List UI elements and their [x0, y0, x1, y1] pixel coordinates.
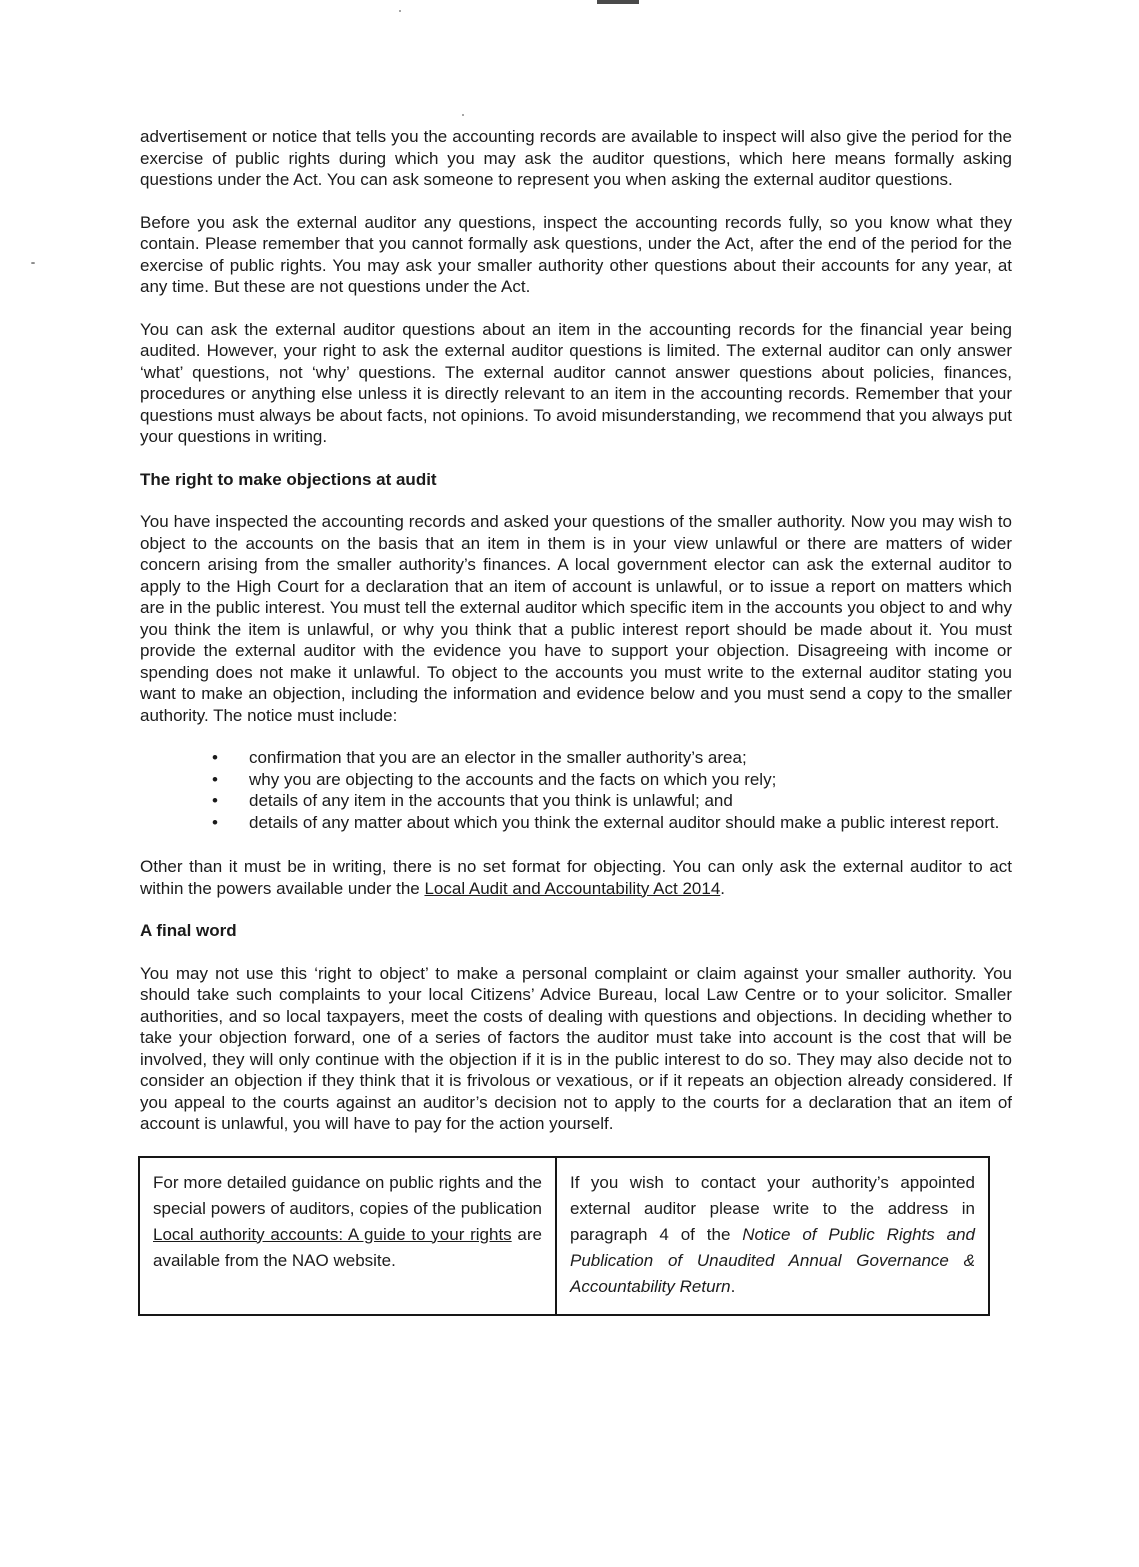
paragraph-objections-detail: You have inspected the accounting records and asked your questions of the smaller authority. Now you may wish to object to the accounts on the basis that an item in them is in your view unlawful or there are matters of wider concern arising from the smaller authority’s finances. A local government elector can ask the external auditor to apply to the High Court for a declaration that an item of account is unlawful, or to issue a report on matters which are in the public interest. You must tell the external auditor which specific item in the accounts you object to and why you think the item is unlawful, or why you think that a public interest report should be made about it. You must provide the external auditor with the evidence you have to support your objection. Disagreeing with income or spending does not make it unlawful. To object to the accounts you must write to the external auditor stating you want to make an objection, including the information and evidence below and you must send a copy to the smaller authority. The notice must include: [140, 512, 1012, 725]
document-body [140, 126, 1012, 1316]
guidance-box-left [139, 1157, 556, 1315]
paragraph-final-word: You may not use this ‘right to object’ to make a personal complaint or claim against your smaller authority. You should take such complaints to your local Citizens’ Advice Bureau, local Law Centre or to your solicitor. Smaller authorities, and so local taxpayers, meet the costs of dealing with questions and objections. In deciding whether to take your objection forward, one of a series of factors the auditor must take into account is the cost that will be involved, they will only continue with the objection if it is in the public interest to do so. They may also decide not to consider an objection if they think that it is frivolous or vexatious, or if it repeats an objection already considered. If you appeal to the courts against an auditor’s decision not to apply to the courts for a declaration that an item of account is unlawful, you will have to pay for the action yourself. [140, 963, 1012, 1133]
bullet-item-text: why you are objecting to the accounts and the facts on which you rely; [249, 769, 777, 789]
scan-speck [399, 10, 401, 12]
guidance-box-left-text-end: are available from the NAO website. [153, 1224, 543, 1270]
bullet-item-text: confirmation that you are an elector in the smaller authority’s area; [249, 748, 747, 767]
bullet-icon: • [212, 748, 218, 767]
nao-guide-link: Local authority accounts: A guide to your rights [153, 1224, 512, 1244]
bullet-icon: • [212, 812, 218, 832]
notice-of-public-rights-title: Notice of Public Rights and Publication of Unaudited Annual Governance & Accountability Return [570, 1224, 975, 1296]
bullet-item-text: details of any item in the accounts that you think is unlawful; and [249, 791, 733, 810]
guidance-box-right [556, 1157, 989, 1315]
local-audit-accountability-act-link: Local Audit and Accountability Act 2014 [424, 878, 721, 898]
heading-a-final-word: A final word [140, 921, 237, 940]
bullet-item [140, 790, 1012, 812]
bullet-item [140, 747, 1012, 769]
scan-speck [462, 114, 464, 116]
paragraph-no-set-format-text: Other than it must be in writing, there is no set format for objecting. You can only ask the external auditor to act within the powers available under the [140, 857, 1012, 898]
objection-notice-bullet-list [140, 747, 1012, 833]
heading-right-to-make-objections: The right to make objections at audit [140, 469, 437, 489]
bullet-item [140, 812, 1012, 834]
bullet-item-text: details of any matter about which you think the external auditor should make a public interest report. [249, 812, 1000, 832]
guidance-box-left-text: For more detailed guidance on public rights and the special powers of auditors, copies of the publication [153, 1172, 542, 1218]
paragraph-ask-external-auditor: You can ask the external auditor questions about an item in the accounting records for the financial year being audited. However, your right to ask the external auditor questions is limited. The external auditor can only answer ‘what’ questions, not ‘why’ questions. The external auditor cannot answer questions about policies, finances, procedures or anything else unless it is directly relevant to an item in the accounting records. Remember that your questions must always be about facts, not opinions. To avoid misunderstanding, we recommend that you always put your questions in writing. [140, 319, 1012, 446]
guidance-info-table [138, 1156, 990, 1316]
paragraph-advertisement-notice: advertisement or notice that tells you the accounting records are available to inspect will also give the period for the exercise of public rights during which you may ask the auditor questions, which here means formally asking questions under the Act. You can ask someone to represent you when asking the external auditor questions. [140, 127, 1012, 189]
paragraph-before-you-ask: Before you ask the external auditor any questions, inspect the accounting records fully, so you know what they contain. Please remember that you cannot formally ask questions, under the Act, after the end of the period for the exercise of public rights. You may ask your smaller authority other questions about their accounts for any year, at any time. But these are not questions under the Act. [140, 212, 1012, 296]
scan-speck [31, 262, 35, 264]
bullet-icon: • [212, 791, 218, 810]
bullet-icon: • [212, 769, 218, 789]
bullet-item [140, 769, 1012, 791]
guidance-box-right-text: If you wish to contact your authority’s appointed external auditor please write to the address in paragraph 4 of the [570, 1172, 975, 1244]
sentence-period: . [730, 1276, 736, 1296]
sentence-period: . [720, 878, 726, 898]
scan-artifact-bar [597, 0, 639, 4]
paragraph-no-set-format [140, 856, 1012, 899]
